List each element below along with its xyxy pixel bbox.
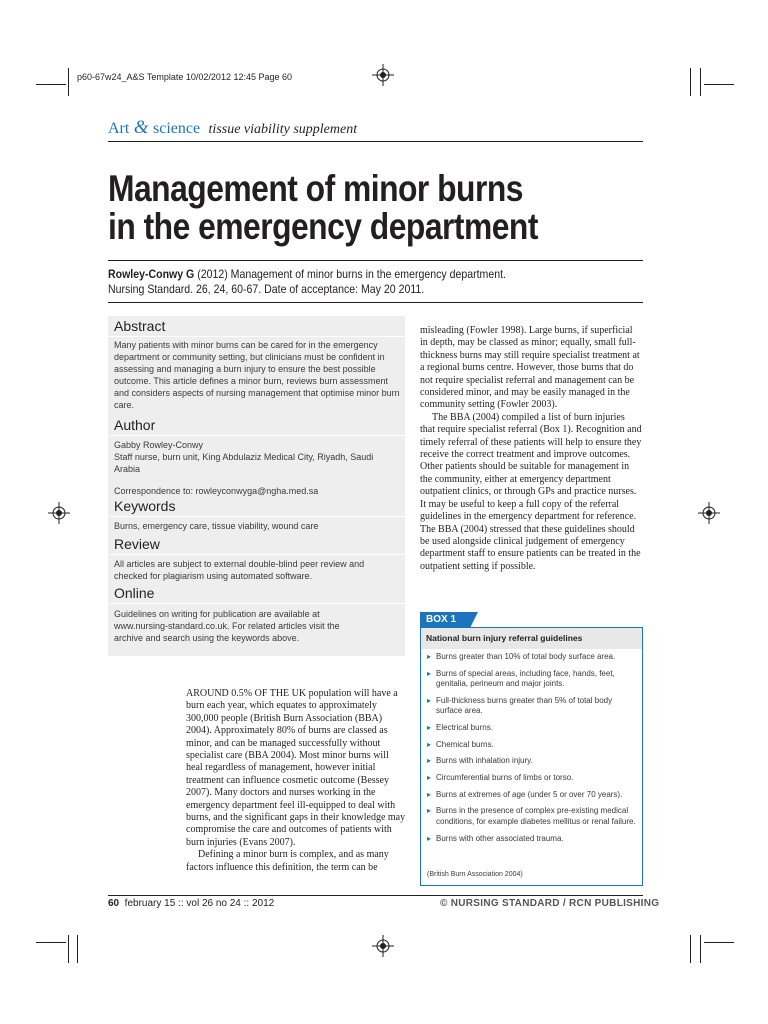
list-item: ▸ Burns in the presence of complex pre-existing medical conditions, for example diabetes mellitus or renal failure. [427, 806, 639, 827]
divider [108, 554, 405, 555]
crop-mark [77, 935, 78, 963]
author-role: Staff nurse, burn unit, King Abdulaziz Medical City, Riyadh, Saudi Arabia [114, 452, 374, 474]
body-paragraph-intro: AROUND 0.5% OF THE UK population will have a burn each year, which equates to approximately 300,000 people (British Burn Association (BBA) 2004). Approximately 80% of burns are classed as minor, and can be managed successfully without specialist care (BBA 2004). Most minor burns will heal regardless of management, however initial treatment can influence cosmetic outcome (Bessey 2007). Many doctors and nurses working in the emergency department feel ill-equipped to deal with burns, and the significant gaps in their knowledge may compromise the care and outcomes of patients with burn injuries (Evans 2007). [186, 688, 406, 848]
crop-mark [704, 942, 734, 943]
keywords-text: Burns, emergency care, tissue viability, wound care [114, 521, 319, 531]
body-column-left [186, 688, 406, 874]
page-number: 60 [108, 898, 120, 909]
crop-mark [36, 84, 66, 85]
list-item: ▸ Chemical burns. [427, 740, 639, 750]
list-item: ▸ Burns with other associated trauma. [427, 834, 639, 844]
registration-mark-icon [372, 64, 394, 86]
box-tab-label: BOX 1 [420, 612, 470, 628]
title-line-2: in the emergency department [108, 206, 538, 247]
online-heading: Online [114, 585, 155, 601]
header-rule [108, 141, 643, 142]
registration-mark-icon [698, 502, 720, 524]
section-supplement: tissue viability supplement [208, 122, 358, 137]
body-column-right [420, 325, 642, 573]
citation-line-1: (2012) Management of minor burns in the emergency department. [194, 267, 506, 281]
print-slug: p60-67w24_A&S Template 10/02/2012 12:45 Page 60 [77, 72, 293, 82]
citation-author: Rowley-Conwy G [108, 267, 195, 281]
section-science: science [153, 120, 201, 137]
list-item: ▸ Full-thickness burns greater than 5% of total body surface area. [427, 696, 639, 717]
divider [108, 603, 405, 604]
body-paragraph: misleading (Fowler 1998). Large burns, if superficial in depth, may be classed as minor; equally, small full-thickness burns may still require specialist treatment at a regional burns centre. However, those burns that do not require specialist referral and management can be considered minor, and may be easily managed in the community setting (Fowler 2003). [420, 325, 640, 411]
title-rule [108, 260, 643, 261]
article-title [108, 170, 641, 246]
title-line-1: Management of minor burns [108, 168, 523, 209]
section-art: Art [108, 120, 130, 137]
crop-mark [700, 68, 701, 96]
registration-mark-icon [372, 935, 394, 957]
crop-mark [700, 935, 701, 963]
registration-mark-icon [48, 502, 70, 524]
author-name: Gabby Rowley-Conwy [114, 440, 204, 450]
crop-mark [36, 942, 66, 943]
body-paragraph: The BBA (2004) compiled a list of burn injuries that require specialist referral (Box 1). Recognition and timely referral of these patients will help to ensure they receive the correct treatment and improve outcomes. Other patients should be suitable for management in the community, either at emergency department outpatient clinics, or through GPs and practice nurses. It may be useful to keep a full copy of the referral guidelines in the emergency department for reference. The BBA (2004) stressed that these guidelines should be used alongside clinical judgement of emergency department staff to ensure patients can be treated in the outpatient setting if possible. [420, 411, 642, 572]
section-header [108, 117, 357, 139]
box-source: (British Burn Association 2004) [427, 871, 523, 878]
issue-info: february 15 :: vol 26 no 24 :: 2012 [119, 898, 275, 909]
list-item: ▸ Burns with inhalation injury. [427, 756, 639, 766]
article-info-sidebar [108, 316, 405, 656]
abstract-heading: Abstract [114, 318, 166, 334]
author-correspondence: Correspondence to: rowleyconwyga@ngha.med.sa [114, 486, 319, 496]
divider [108, 516, 405, 517]
online-text: Guidelines on writing for publication are available at www.nursing-standard.co.uk. For related articles visit the archive and search using the keywords above. [114, 609, 340, 643]
box-title: National burn injury referral guidelines [421, 628, 642, 649]
author-heading: Author [114, 417, 156, 433]
crop-mark [690, 68, 691, 96]
crop-mark [68, 935, 69, 963]
footer-publisher: © NURSING STANDARD / RCN PUBLISHING [440, 898, 660, 909]
abstract-text: Many patients with minor burns can be cared for in the emergency department or community setting, but clinicians must be confident in assessing and managing a burn injury to ensure the best possible outcome. This article defines a minor burn, reviews burn assessment and considers aspects of nursing management that optimise minor burn care. [114, 340, 400, 410]
list-item: ▸ Burns at extremes of age (under 5 or over 70 years). [427, 790, 639, 800]
list-item: ▸ Burns of special areas, including face, hands, feet, genitalia, perineum and major joints. [427, 669, 639, 690]
section-ampersand: & [133, 117, 149, 138]
divider [108, 435, 405, 436]
keywords-heading: Keywords [114, 498, 176, 514]
list-item: ▸ Burns greater than 10% of total body surface area. [427, 652, 639, 662]
review-text: All articles are subject to external double-blind peer review and checked for plagiarism using automated software. [114, 559, 365, 581]
divider [108, 336, 405, 337]
box-referral-guidelines [420, 627, 643, 886]
list-item: ▸ Circumferential burns of limbs or torso. [427, 773, 639, 783]
footer-issue [108, 898, 274, 909]
review-heading: Review [114, 536, 160, 552]
list-item: ▸ Electrical burns. [427, 723, 639, 733]
citation-rule [108, 302, 643, 303]
body-paragraph: Defining a minor burn is complex, and as many factors influence this definition, the term can be [186, 849, 389, 873]
crop-mark [690, 935, 691, 963]
referral-list [427, 652, 639, 850]
citation [108, 267, 601, 297]
crop-mark [704, 84, 734, 85]
footer-rule [108, 895, 643, 896]
crop-mark [68, 68, 69, 96]
citation-line-2: Nursing Standard. 26, 24, 60-67. Date of acceptance: May 20 2011. [108, 282, 425, 296]
